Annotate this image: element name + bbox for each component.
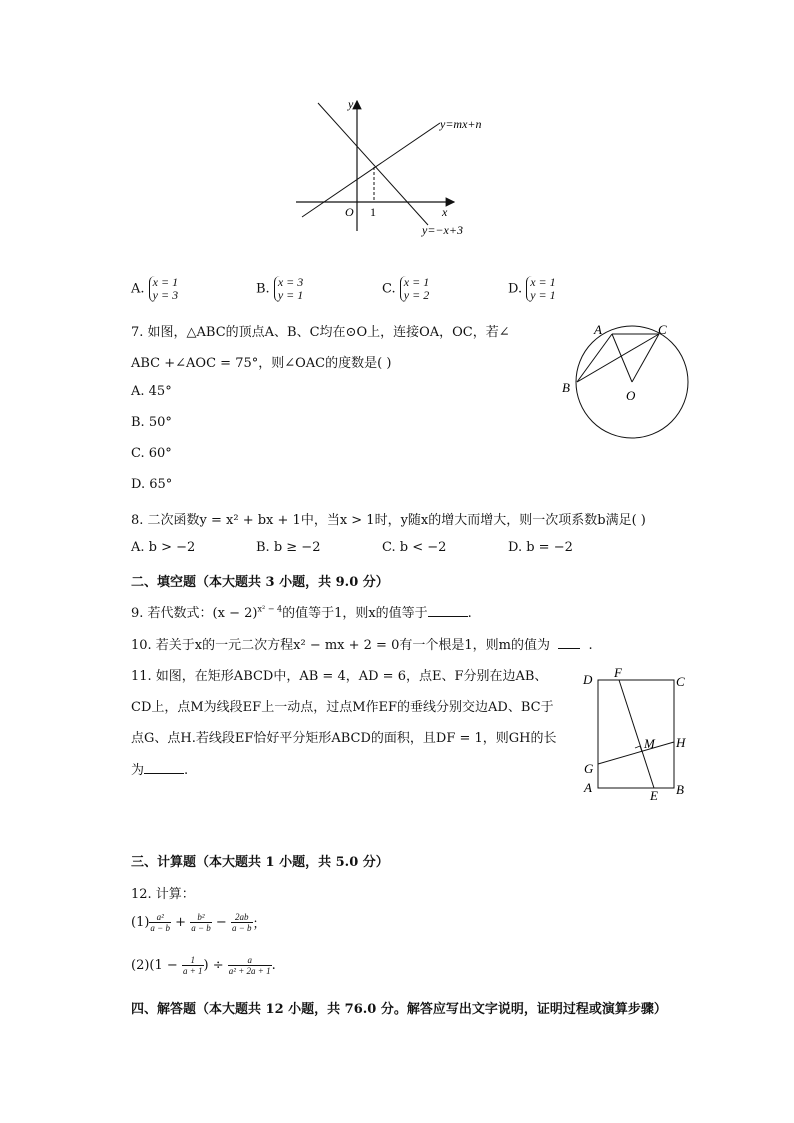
equation-system: x = 3 y = 1 bbox=[274, 276, 303, 302]
q8-option-a: A. b > −2 bbox=[131, 540, 196, 555]
point-b-label: B bbox=[676, 782, 684, 797]
q8-option-c: C. b < −2 bbox=[382, 540, 447, 555]
section-calculation-heading: 三、计算题（本大题共 1 小题，共 5.0 分） bbox=[131, 855, 389, 870]
q12-part2: (2)(1 − $\frac{1}{a + 1}$ ) ÷ $\frac{a}{\text{a² + 2a + 1}}$ . bbox=[131, 955, 276, 976]
fraction: $\frac{\text{a²}}{a - b}$ bbox=[150, 912, 170, 933]
q6-option-b: B. x = 3 y = 1 bbox=[256, 275, 304, 302]
fraction: $\frac{a}{\text{a² + 2a + 1}}$ bbox=[228, 955, 271, 976]
point-d-label: D bbox=[583, 672, 593, 687]
section-answer-heading: 四、解答题（本大题共 12 小题，共 76.0 分。解答应写出文字说明，证明过程或演算步骤） bbox=[131, 1002, 667, 1017]
point-f-label: F bbox=[614, 666, 622, 680]
point-a-label: A bbox=[594, 322, 602, 337]
q7-option-d: D. 65° bbox=[131, 477, 173, 492]
equation-system: x = 1 y = 2 bbox=[400, 276, 429, 302]
q8-stem: 8. 二次函数y = x² + bx + 1中，当x > 1时，y随x的增大而增大，则一次项系数b满足( ) bbox=[131, 513, 646, 528]
equation-system: x = 1 y = 1 bbox=[526, 276, 555, 302]
q8-option-d: D. b = −2 bbox=[508, 540, 573, 555]
q8-option-b: B. b ≥ −2 bbox=[256, 540, 321, 555]
q7-option-b: B. 50° bbox=[131, 415, 172, 430]
point-a-label: A bbox=[584, 780, 592, 795]
q11-line1: 11. 如图，在矩形ABCD中，AB = 4，AD = 6，点E、F分别在边AB、 bbox=[131, 669, 548, 684]
q7-stem-line2: ABC +∠AOC = 75°，则∠OAC的度数是( ) bbox=[131, 356, 392, 371]
line1-label: y=mx+n bbox=[440, 117, 482, 131]
point-c-label: C bbox=[658, 322, 667, 337]
q12-part1: (1) $\frac{\text{a²}}{a - b}$ + $\frac{\text{b²}}{a - b}$ − $\frac{2ab}{a - b}$ ； bbox=[131, 912, 266, 933]
q10-stem: 10. 若关于x的一元二次方程x² − mx + 2 = 0有一个根是1，则m的值为 . bbox=[131, 638, 593, 653]
x-axis-label: x bbox=[442, 205, 448, 219]
point-c-label: C bbox=[676, 674, 685, 689]
point-h-label: H bbox=[676, 735, 686, 750]
point-m-label: M bbox=[644, 736, 655, 751]
equation-system: x = 1 y = 3 bbox=[149, 276, 178, 302]
point-g-label: G bbox=[584, 761, 594, 776]
y-axis-label: y bbox=[348, 97, 354, 111]
q7-option-c: C. 60° bbox=[131, 446, 172, 461]
section-fill-in-heading: 二、填空题（本大题共 3 小题，共 9.0 分） bbox=[131, 575, 389, 590]
fraction: $\frac{1}{a + 1}$ bbox=[182, 955, 203, 976]
answer-blank[interactable] bbox=[558, 648, 580, 649]
tick-label: 1 bbox=[370, 205, 376, 219]
q7-option-a: A. 45° bbox=[131, 384, 172, 399]
q6-option-c: C. x = 1 y = 2 bbox=[382, 275, 430, 302]
q11-rectangle-figure bbox=[578, 666, 698, 806]
answer-blank[interactable] bbox=[144, 773, 184, 774]
q6-option-d: D. x = 1 y = 1 bbox=[508, 275, 556, 302]
point-b-label: B bbox=[562, 380, 570, 395]
fraction: $\frac{\text{b²}}{a - b}$ bbox=[191, 912, 211, 933]
q6-graph bbox=[290, 95, 510, 245]
q11-line3: 点G、点H.若线段EF恰好平分矩形ABCD的面积，且DF = 1，则GH的长 bbox=[131, 731, 557, 746]
q7-stem-line1: 7. 如图，△ABC的顶点A、B、C均在⊙O上，连接OA，OC，若∠ bbox=[131, 325, 510, 340]
q11-line4: 为 . bbox=[131, 763, 189, 778]
q9-stem: 9. 若代数式：$(x - 2)^{x^2 - 4}$的值等于1，则x的值等于 . bbox=[131, 604, 472, 621]
point-e-label: E bbox=[650, 788, 658, 803]
origin-label: O bbox=[345, 205, 354, 219]
fraction: $\frac{2ab}{a - b}$ bbox=[231, 912, 252, 933]
line2-label: y=−x+3 bbox=[422, 223, 463, 237]
q7-circle-figure bbox=[556, 318, 696, 448]
line-mx-n bbox=[302, 123, 440, 217]
point-o-label: O bbox=[626, 388, 636, 403]
answer-blank[interactable] bbox=[428, 616, 468, 617]
q12-stem: 12. 计算： bbox=[131, 887, 195, 902]
q6-option-a: A. x = 1 y = 3 bbox=[131, 275, 179, 302]
q11-line2: CD上，点M为线段EF上一动点，过点M作EF的垂线分别交边AD、BC于 bbox=[131, 700, 554, 715]
